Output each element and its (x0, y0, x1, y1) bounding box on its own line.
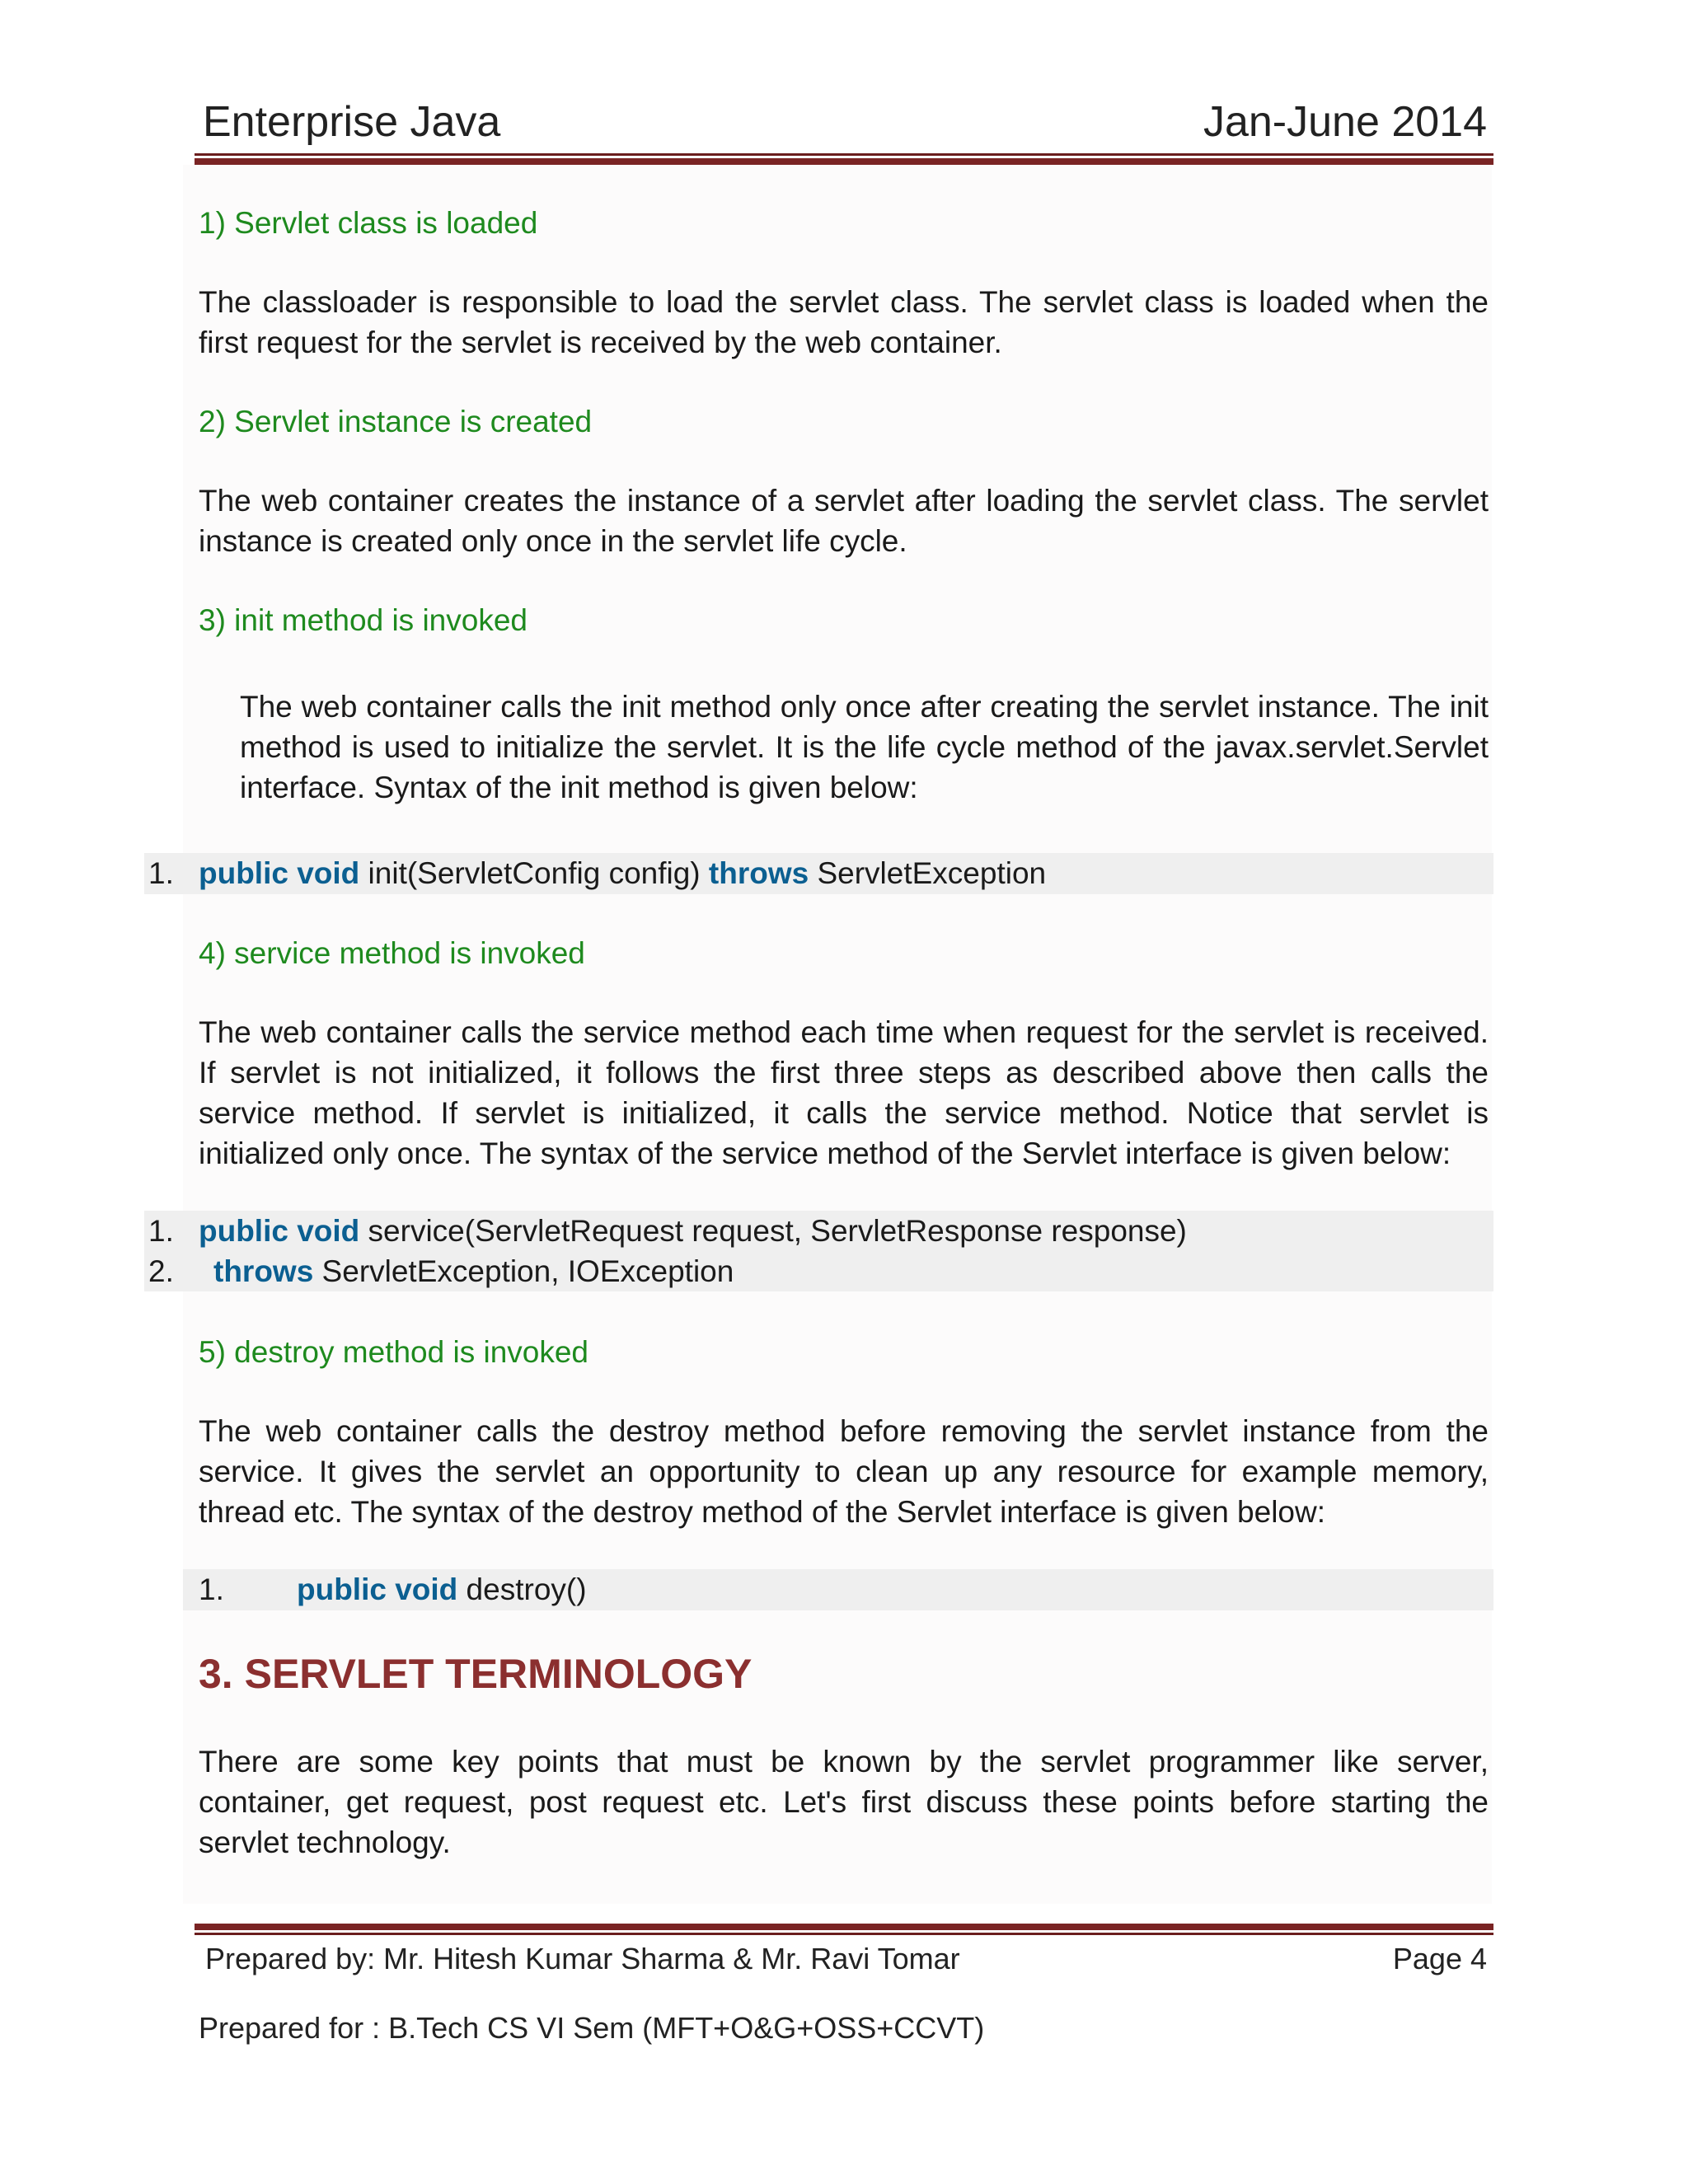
code-line (297, 1569, 587, 1610)
code-keyword: public void (297, 1572, 458, 1606)
header-date: Jan-June 2014 (1203, 98, 1487, 146)
step-heading: 1) Servlet class is loaded (199, 206, 538, 240)
footer-prepared-by: Prepared by: Mr. Hitesh Kumar Sharma & Mr. Ravi Tomar (205, 1942, 960, 1975)
code-line-number: 1. (148, 856, 174, 890)
header-title: Enterprise Java (203, 98, 501, 146)
step-paragraph: The web container calls the init method only once after creating the servlet instance. The init method is used to initialize the servlet. It is the life cycle method of the javax.servlet.Servlet interface. Syntax of the init method is given below: (240, 690, 1489, 804)
step-heading: 4) service method is invoked (199, 936, 585, 970)
code-line (199, 853, 1046, 894)
section-paragraph: There are some key points that must be known by the servlet programmer like server, container, get request, post request etc. Let's first discuss these points before starting the servlet technology. (199, 1745, 1489, 1859)
code-line (199, 1211, 1187, 1252)
code-line-number: 2. (148, 1254, 174, 1288)
code-block-destroy (183, 1569, 1493, 1610)
step-heading: 3) init method is invoked (199, 603, 528, 637)
code-text: destroy() (457, 1572, 587, 1606)
code-keyword: throws (213, 1254, 314, 1288)
code-block-init (144, 853, 1493, 894)
footer-rule-thin (195, 1933, 1493, 1935)
header-rule-thick (195, 158, 1493, 165)
code-keyword: public void (199, 1214, 360, 1248)
footer-rule-thick (195, 1924, 1493, 1930)
code-block-service (144, 1211, 1493, 1291)
footer-page-number: Page 4 (1392, 1942, 1487, 1975)
code-line (213, 1251, 734, 1292)
step-heading: 2) Servlet instance is created (199, 405, 593, 438)
step-paragraph: The web container calls the service method each time when request for the servlet is received. If servlet is not initialized, it follows the first three steps as described above then calls the service method. If servlet is initialized, it calls the service method. Notice that servlet is initialized only once. The syntax of the service method of the Servlet interface is given below: (199, 1015, 1489, 1170)
code-line-number: 1. (148, 1214, 174, 1248)
header-rule-thin (195, 153, 1493, 156)
code-text: init(ServletConfig config) (359, 856, 709, 890)
step-paragraph: The web container creates the instance of a servlet after loading the servlet class. The servlet instance is created only once in the servlet life cycle. (199, 484, 1489, 558)
code-text: ServletException, IOException (313, 1254, 734, 1288)
code-text: service(ServletRequest request, ServletResponse response) (359, 1214, 1187, 1248)
step-heading: 5) destroy method is invoked (199, 1335, 589, 1369)
section-heading: 3. SERVLET TERMINOLOGY (199, 1651, 753, 1697)
step-paragraph: The web container calls the destroy method before removing the servlet instance from the service. It gives the servlet an opportunity to clean up any resource for example memory, thread etc. The syntax of the destroy method of the Servlet interface is given below: (199, 1414, 1489, 1529)
code-keyword: public void (199, 856, 360, 890)
footer-prepared-for: Prepared for : B.Tech CS VI Sem (MFT+O&G+OSS+CCVT) (199, 2011, 985, 2045)
code-text: ServletException (809, 856, 1047, 890)
step-paragraph: The classloader is responsible to load the servlet class. The servlet class is loaded when the first request for the servlet is received by the web container. (199, 285, 1489, 359)
code-keyword: throws (708, 856, 809, 890)
code-line-number: 1. (199, 1572, 224, 1606)
